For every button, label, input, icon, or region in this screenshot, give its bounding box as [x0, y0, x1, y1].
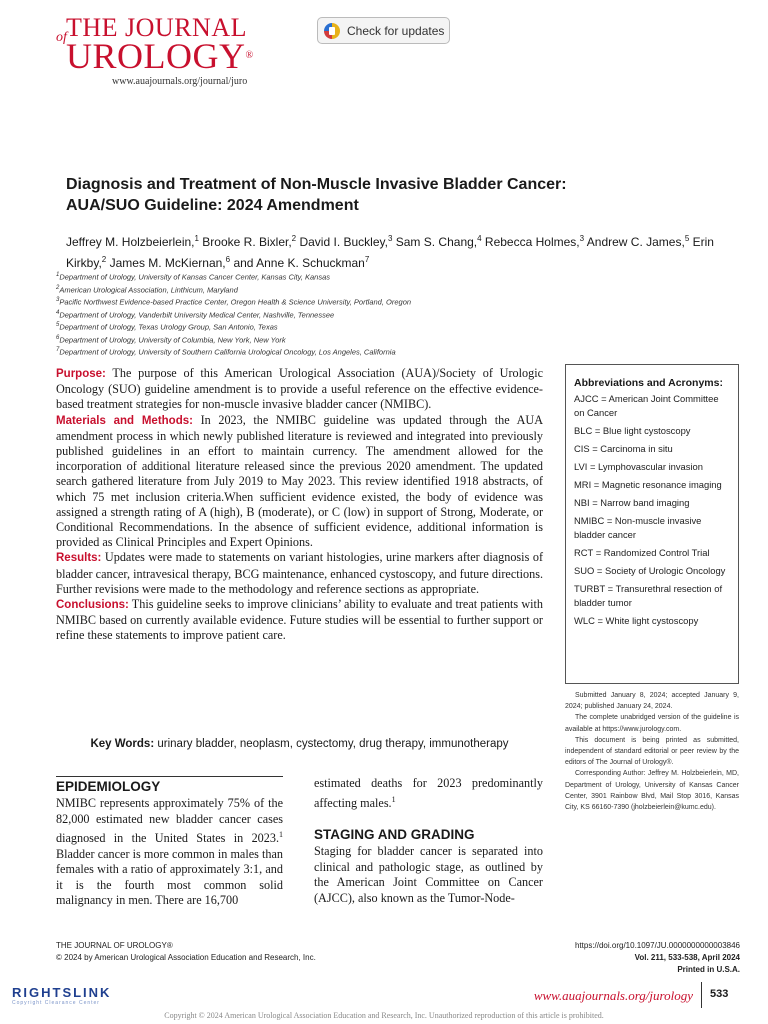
keywords	[56, 737, 543, 751]
section-heading-epidemiology: EPIDEMIOLOGY	[56, 776, 283, 794]
abstract-conclusions: This guideline seeks to improve clinicians’ ability to evaluate and treat patients with NMIBC based on currently available evidence. Future studies will be essential to further support or refine these statements to improve patient care.	[56, 597, 543, 643]
article-notes	[565, 690, 739, 813]
author-name: Erin Kirkby,	[66, 235, 714, 270]
author-name: Jeffrey M. Holzbeierlein,	[66, 235, 195, 249]
abbreviation-item: BLC = Blue light cystoscopy	[574, 425, 691, 436]
abbreviation-item: NBI = Narrow band imaging	[574, 497, 690, 508]
affiliation-text: Department of Urology, University of Southern California Urological Oncology, Los Angeles, California	[59, 347, 396, 357]
abbreviations-title: Abbreviations and Acronyms:	[574, 377, 723, 389]
abbreviation-item: SUO = Society of Urologic Oncology	[574, 565, 726, 576]
author-name: Brooke R. Bixler,	[202, 235, 292, 249]
author-name: David I. Buckley,	[299, 235, 388, 249]
check-for-updates-button[interactable]	[317, 17, 450, 44]
author-affiliation-marker: 5	[684, 234, 690, 243]
rightslink-subtitle: Copyright Clearance Center	[12, 1000, 100, 1006]
author-list	[66, 230, 756, 272]
registered-mark: ®	[245, 50, 254, 61]
affiliation-number: 6	[56, 334, 60, 341]
affiliation-text: American Urological Association, Linthicum, Maryland	[59, 285, 238, 294]
affiliation-item	[56, 270, 656, 283]
keywords-text: urinary bladder, neoplasm, cystectomy, drug therapy, immunotherapy	[157, 738, 509, 750]
journal-masthead-line2	[66, 38, 254, 74]
author-affiliation-marker: 7	[364, 255, 370, 264]
affiliation-item	[56, 308, 656, 321]
author-affiliation-marker: 2	[291, 234, 297, 243]
affiliation-number: 7	[56, 347, 60, 353]
journal-masthead-line1: THE JOURNAL	[66, 13, 247, 42]
abbreviations-list	[574, 392, 730, 628]
affiliation-text: Department of Urology, University of Columbia, New York, New York	[59, 335, 286, 344]
affiliation-list	[56, 270, 656, 358]
rightslink-logo[interactable]: RIGHTSLINK	[12, 985, 112, 1000]
article-note: Submitted January 8, 2024; accepted January 9, 2024; published January 24, 2024.	[565, 692, 739, 711]
footer-left	[56, 940, 316, 964]
affiliation-item	[56, 283, 656, 296]
abbreviation-item: MRI = Magnetic resonance imaging	[574, 479, 722, 490]
author[interactable]	[233, 256, 369, 270]
epidemiology-cont-text: estimated deaths for 2023 predominantly affecting males.	[314, 776, 543, 810]
footer-journal-name: THE JOURNAL OF UROLOGY®	[56, 941, 173, 950]
abbreviation-item: LVI = Lymphovascular invasion	[574, 461, 703, 472]
abstract-purpose: The purpose of this American Urological Association (AUA)/Society of Urologic Oncology (SUO) guideline amendment is to provide a useful reference on the effective evidence-based treatment strategies for non-muscle invasive bladder cancer (NMIBC).	[56, 366, 543, 412]
article-title: Diagnosis and Treatment of Non-Muscle Invasive Bladder Cancer: AUA/SUO Guideline: 2024 Amendment	[66, 176, 567, 214]
footer-doi[interactable]: https://doi.org/10.1097/JU.0000000000003846	[574, 941, 740, 950]
affiliation-number: 4	[56, 309, 60, 316]
affiliation-text: Department of Urology, University of Kansas Cancer Center, Kansas City, Kansas	[59, 272, 331, 282]
article-note: This document is being printed as submitted, independent of standard editorial or peer review by the editors of The Journal of Urology®.	[565, 736, 739, 767]
author-name: Rebecca Holmes,	[484, 235, 580, 249]
affiliation-item	[56, 295, 656, 308]
affiliation-item	[56, 345, 656, 358]
staging-paragraph: Staging for bladder cancer is separated into clinical and pathologic stage, as outlined by the American Joint Committee on Cancer (AJCC), also known as the Tumor-Node-	[314, 844, 543, 905]
author-name: and Anne K. Schuckman	[233, 256, 365, 270]
abstract	[56, 366, 543, 644]
abbreviation-item: CIS = Carcinoma in situ	[574, 443, 673, 454]
affiliation-text: Pacific Northwest Evidence-based Practice Center, Oregon Health & Science University, Portland, Oregon	[59, 297, 412, 307]
article-note: The complete unabridged version of the guideline is available at https://www.jurology.com.	[565, 714, 739, 733]
author-affiliation-marker: 2	[101, 255, 107, 264]
author[interactable]	[66, 235, 199, 249]
epidemiology-text-1: NMIBC represents approximately 75% of the 82,000 estimated new bladder cancer cases diagnosed in the United States in 2023.	[56, 796, 283, 846]
affiliation-text: Department of Urology, Texas Urology Group, San Antonio, Texas	[59, 322, 278, 332]
abbreviation-item: RCT = Randomized Control Trial	[574, 547, 710, 558]
epidemiology-continued	[314, 776, 543, 811]
author-affiliation-marker: 3	[387, 234, 393, 243]
footer-volume: Vol. 211, 533-538, April 2024	[634, 953, 740, 962]
abstract-methods: In 2023, the NMIBC guideline was updated through the AUA amendment process in which newly published literature is reviewed and integrated into previously published guidelines in an effort to maintain currency. The amendment allowed for the incorporation of additional literature released since the previous 2020 amendment. The updated search gathered literature from July 2019 to May 2023. This review identified 1918 abstracts, of which 75 met inclusion criteria.When sufficient evidence existed, the body of evidence was assigned a strength rating of A (high), B (moderate), or C (low) in support of Strong, Moderate, or Conditional Recommendations. In the absence of sufficient evidence, additional information is provided as Clinical Principles and Expert Opinions.	[56, 412, 543, 550]
body-column-right	[314, 776, 543, 906]
author-name: Andrew C. James,	[586, 235, 685, 249]
affiliation-item	[56, 320, 656, 333]
abbreviation-item: NMIBC = Non-muscle invasive bladder cancer	[574, 515, 702, 540]
abstract-results-heading: Results:	[56, 552, 102, 565]
affiliation-number: 3	[56, 297, 60, 303]
author[interactable]	[587, 235, 690, 249]
affiliation-item	[56, 333, 656, 346]
abstract-purpose-heading: Purpose:	[56, 368, 106, 380]
author[interactable]	[396, 235, 482, 249]
footer-copyright-line: © 2024 by American Urological Association Education and Research, Inc.	[56, 953, 316, 962]
author-affiliation-marker: 1	[194, 234, 199, 243]
affiliation-text: Department of Urology, Vanderbilt University Medical Center, Nashville, Tennessee	[59, 310, 335, 319]
section-heading-staging: STAGING AND GRADING	[314, 827, 475, 843]
footer-printed: Printed in U.S.A.	[677, 965, 740, 974]
reference-1b[interactable]: 1	[391, 794, 396, 804]
author-affiliation-marker: 6	[225, 255, 231, 264]
author[interactable]	[299, 235, 392, 249]
abstract-results: Updates were made to statements on variant histologies, urine markers after diagnosis of bladder cancer, intravesical therapy, BCG maintenance, enhanced cystoscopy, and future directions. Further revisions were made to the methodology and reference sections as appropriate.	[56, 550, 543, 596]
author-name: James M. McKiernan,	[109, 256, 226, 270]
author-affiliation-marker: 4	[477, 234, 482, 243]
author[interactable]	[202, 235, 296, 249]
epidemiology-paragraph	[56, 796, 283, 909]
page-number: 533	[710, 988, 729, 1000]
abbreviation-item: TURBT = Transurethral resection of bladder tumor	[574, 583, 723, 608]
author-name: Sam S. Chang,	[395, 235, 478, 249]
journal-url-footer[interactable]: www.auajournals.org/jurology	[533, 988, 693, 1003]
page-number-divider	[701, 982, 702, 1008]
author[interactable]	[485, 235, 584, 249]
keywords-heading: Key Words:	[90, 738, 155, 750]
abbreviations-box	[565, 364, 739, 684]
affiliation-number: 2	[56, 284, 60, 291]
author[interactable]	[110, 256, 231, 270]
abstract-methods-heading: Materials and Methods:	[56, 414, 193, 427]
footer-right	[440, 940, 740, 976]
abbreviation-item: WLC = White light cystoscopy	[574, 615, 699, 626]
journal-masthead-name: UROLOGY	[66, 36, 246, 76]
crossmark-icon	[324, 23, 340, 39]
affiliation-number: 1	[56, 272, 60, 278]
article-note: Corresponding Author: Jeffrey M. Holzbeierlein, MD, Department of Urology, University of Kansas Cancer Center, 3901 Rainbow Blvd, Mail Stop 3016, Kansas City, KS 66160-7390 (jholzbeierlein@kumc.edu).	[565, 770, 739, 812]
body-column-left	[56, 776, 283, 909]
journal-url-top[interactable]: www.auajournals.org/journal/juro	[112, 76, 248, 87]
check-for-updates-label: Check for updates	[347, 23, 445, 38]
author-affiliation-marker: 3	[579, 234, 585, 243]
reference-1[interactable]: 1	[279, 830, 283, 839]
abbreviation-item: AJCC = American Joint Committee on Cancer	[574, 393, 719, 418]
copyright-notice: Copyright © 2024 American Urological Association Education and Research, Inc. Unauthorized reproduction of this article is prohibited.	[164, 1011, 604, 1020]
journal-masthead-of: of	[56, 30, 67, 45]
affiliation-number: 5	[56, 322, 60, 328]
abstract-conclusions-heading: Conclusions:	[56, 599, 129, 612]
epidemiology-text-2: Bladder cancer is more common in males than females with a ratio of approximately 3:1, and it is the fourth most common solid malignancy in men. There are 16,700	[56, 846, 283, 908]
